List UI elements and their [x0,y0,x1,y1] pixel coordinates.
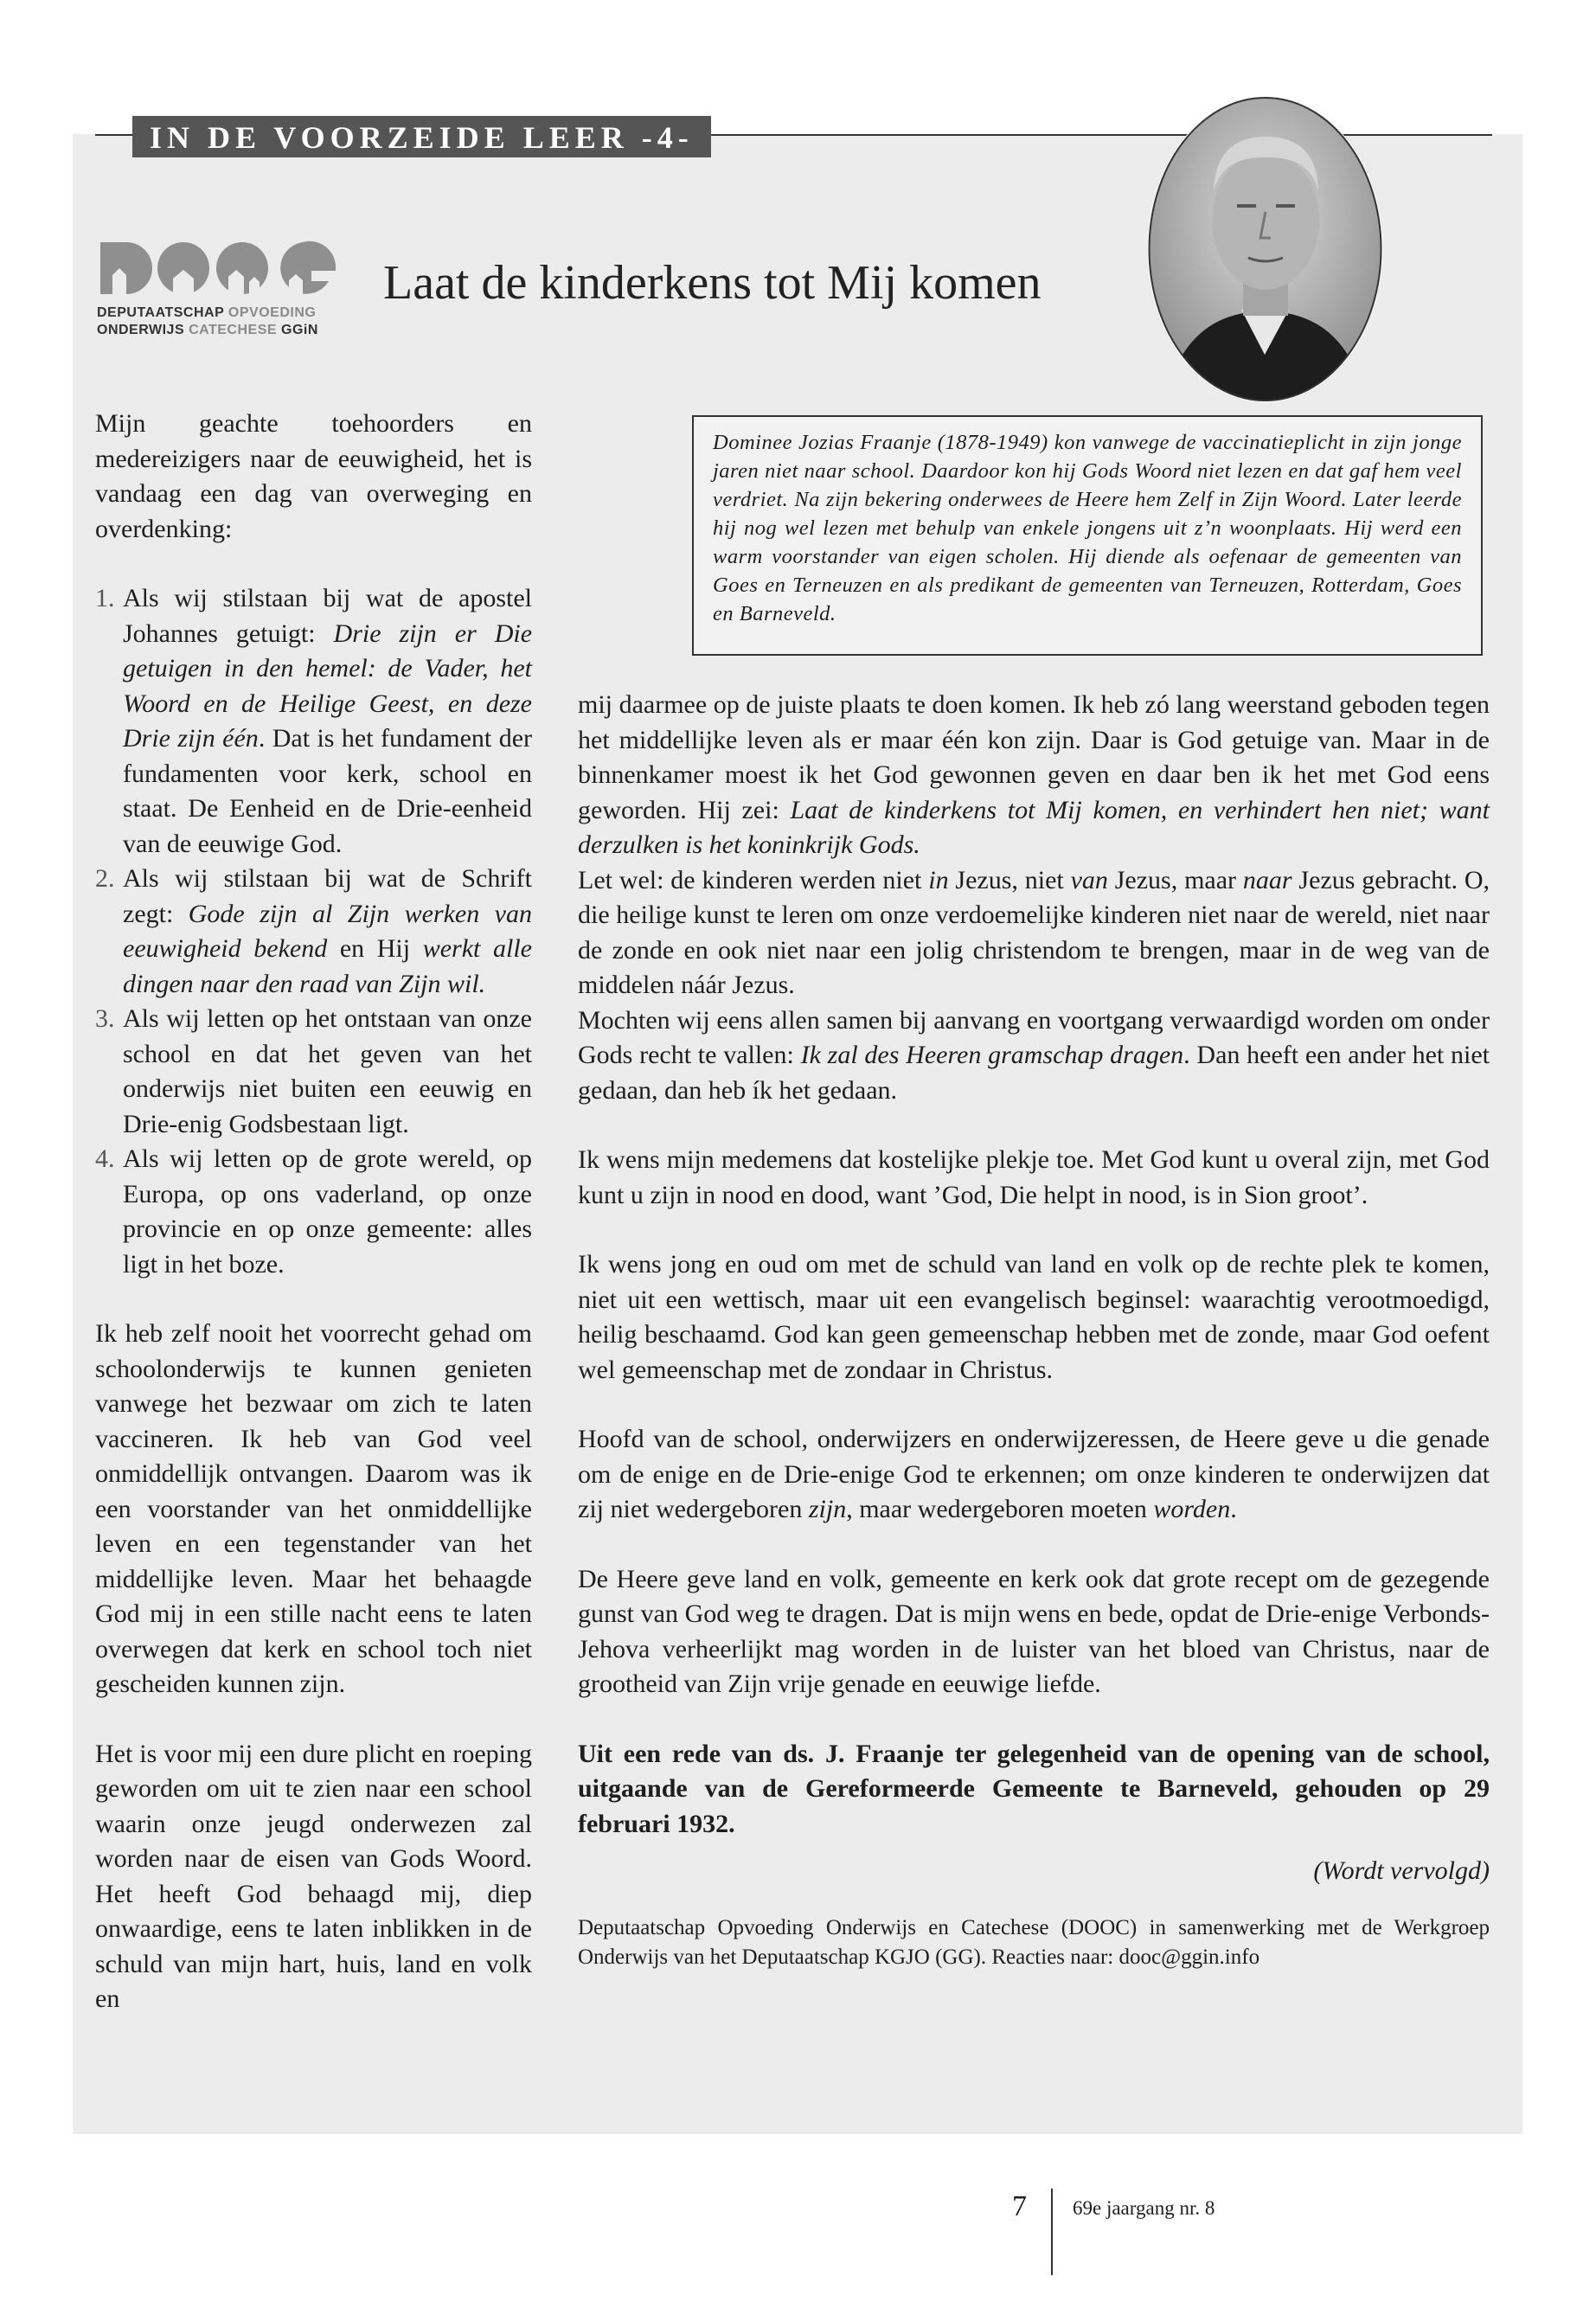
right-column [578,688,1490,1972]
dooc-logo [97,234,339,350]
paragraph: Hoofd van de school, onderwijzers en onderwijzeressen, de Heere geve u die genade om de enige en de Drie-enige God te erkennen; om onze kinderen te onderwijzen dat zij niet wedergeboren zijn, maar wedergeboren moeten worden. [578,1425,1490,1523]
logo-line-2: ONDERWIJS CATECHESE GGiN [97,323,318,337]
article-title: Laat de kinderkens tot Mij komen [383,256,1042,310]
page-number: 7 [1012,2190,1027,2222]
list-item: 3. Als wij letten op het ontstaan van onze school en dat het geven van het onderwijs niet buiten een eeuwig en Drie-enig Godsbestaan ligt. [95,1004,532,1138]
logo-line-1: DEPUTAATSCHAP OPVOEDING [97,305,317,320]
section-header: IN DE VOORZEIDE LEER -4- [132,116,711,157]
intro-paragraph: Mijn geachte toehoorders en medereizigers naar de eeuwigheid, het is vandaag een dag van overweging en overdenking: [95,409,532,543]
dooc-wordmark-icon [97,234,339,296]
paragraph: Ik wens mijn medemens dat kostelijke plekje toe. Met God kunt u overal zijn, met God kunt u zijn in nood en dood, want ’God, Die helpt in nood, is in Sion groot’. [578,1145,1490,1209]
list-item: 4. Als wij letten op de grote wereld, op Europa, op ons vaderland, op onze provincie en op onze gemeente: alles ligt in het boze. [95,1144,532,1279]
paragraph: De Heere geve land en volk, gemeente en kerk ook dat grote recept om de gezegende gunst van God weg te dragen. Dat is mijn wens en bede, opdat de Drie-enige Verbonds-Jehova verheerlijkt mag worden in de luister van het bloed van Christus, naar de grootheid van Zijn vrije genade en eeuwige liefde. [578,1564,1490,1698]
paragraph: mij daarmee op de juiste plaats te doen komen. Ik heb zó lang weerstand geboden tegen het middellijke leven als er maar één kon zijn. Daar is God getuige van. Maar in de binnenkamer moest ik het God gewonnen geven en daar ben ik het met God eens geworden. Hij zei: Laat de kinderkens tot Mij komen, en verhindert hen niet; want derzulken is het koninkrijk Gods. [578,690,1490,859]
left-column [95,407,532,2017]
paragraph: Ik wens jong en oud om met de schuld van land en volk op de rechte plek te komen, niet uit een wettisch, maar uit een evangelisch beginsel: waarachtig verootmoedigd, heilig beschaamd. God kan geen gemeenschap hebben met de zonde, maar God oefent wel gemeenschap met de zondaar in Christus. [578,1250,1490,1384]
paragraph: Mochten wij eens allen samen bij aanvang en voortgang verwaardigd worden om onder Gods recht te vallen: Ik zal des Heeren gramschap dragen. Dan heeft een ander het niet gedaan, dan heb ík het gedaan. [578,1005,1490,1105]
portrait-photo [1146,95,1384,403]
portrait-caption: Dominee Jozias Fraanje (1878-1949) kon vanwege de vaccinatieplicht in zijn jonge jaren niet naar school. Daardoor kon hij Gods Woord niet lezen en dat gaf hem veel verdriet. Na zijn bekering onderwees de Heere hem Zelf in Zijn Woord. Later leerde hij nog wel lezen met behulp van enkele jongens uit z’n woonplaats. Hij werd een warm voorstander van eigen scholen. Hij diende als oefenaar de gemeenten van Goes en Terneuzen en als predikant de gemeenten van Terneuzen, Rotterdam, Goes en Barneveld. [692,415,1483,656]
contact-footnote: Deputaatschap Opvoeding Onderwijs en Catechese (DOOC) in samenwerking met de Werkgroep Onderwijs van het Deputaatschap KGJO (GG). Reacties naar: dooc@ggin.info [578,1915,1490,1969]
numbered-list [95,581,532,1282]
paragraph: Het is voor mij een dure plicht en roeping geworden om uit te zien naar een school waarin onze jeugd onderwezen zal worden naar de eisen van Gods Woord. Het heeft God behaagd mij, diep onwaardige, eens te laten inblikken in de schuld van mijn hart, huis, land en volk en [95,1739,532,2013]
continued-note: (Wordt vervolgd) [1313,1856,1490,1885]
issue-label: 69e jaargang nr. 8 [1073,2197,1215,2219]
list-item: 1. Als wij stilstaan bij wat de apostel Johannes getuigt: Drie zijn er Die getuigen in den hemel: de Vader, het Woord en de Heilige Geest, en deze Drie zijn één. Dat is het fundament der fundamenten voor kerk, school en staat. De Eenheid en de Drie-eenheid van de eeuwige God. [95,584,533,858]
source-note: Uit een rede van ds. J. Fraanje ter gelegenheid van de opening van de school, uitgaande van de Gereformeerde Gemeente te Barneveld, gehouden op 29 februari 1932. [578,1739,1490,1838]
paragraph: Let wel: de kinderen werden niet in Jezus, niet van Jezus, maar naar Jezus gebracht. O, die heilige kunst te leren om onze verdoemelijke kinderen niet naar de wereld, niet naar de zonde en ook niet naar een jolig christendom te brengen, maar in de weg van de middelen náár Jezus. [578,865,1490,999]
list-item: 2. Als wij stilstaan bij wat de Schrift zegt: Gode zijn al Zijn werken van eeuwigheid bekend en Hij werkt alle dingen naar den raad van Zijn wil. [95,864,532,998]
paragraph: Ik heb zelf nooit het voorrecht gehad om schoolonderwijs te kunnen genieten vanwege het bezwaar om zich te laten vaccineren. Ik heb van God veel onmiddellijk ontvangen. Daarom was ik een voorstander van het onmiddellijke leven en een tegenstander van het middellijke leven. Maar het behaagde God mij in een stille nacht eens te laten overwegen dat kerk en school toch niet gescheiden kunnen zijn. [95,1319,532,1698]
footer-divider [1051,2189,1053,2275]
